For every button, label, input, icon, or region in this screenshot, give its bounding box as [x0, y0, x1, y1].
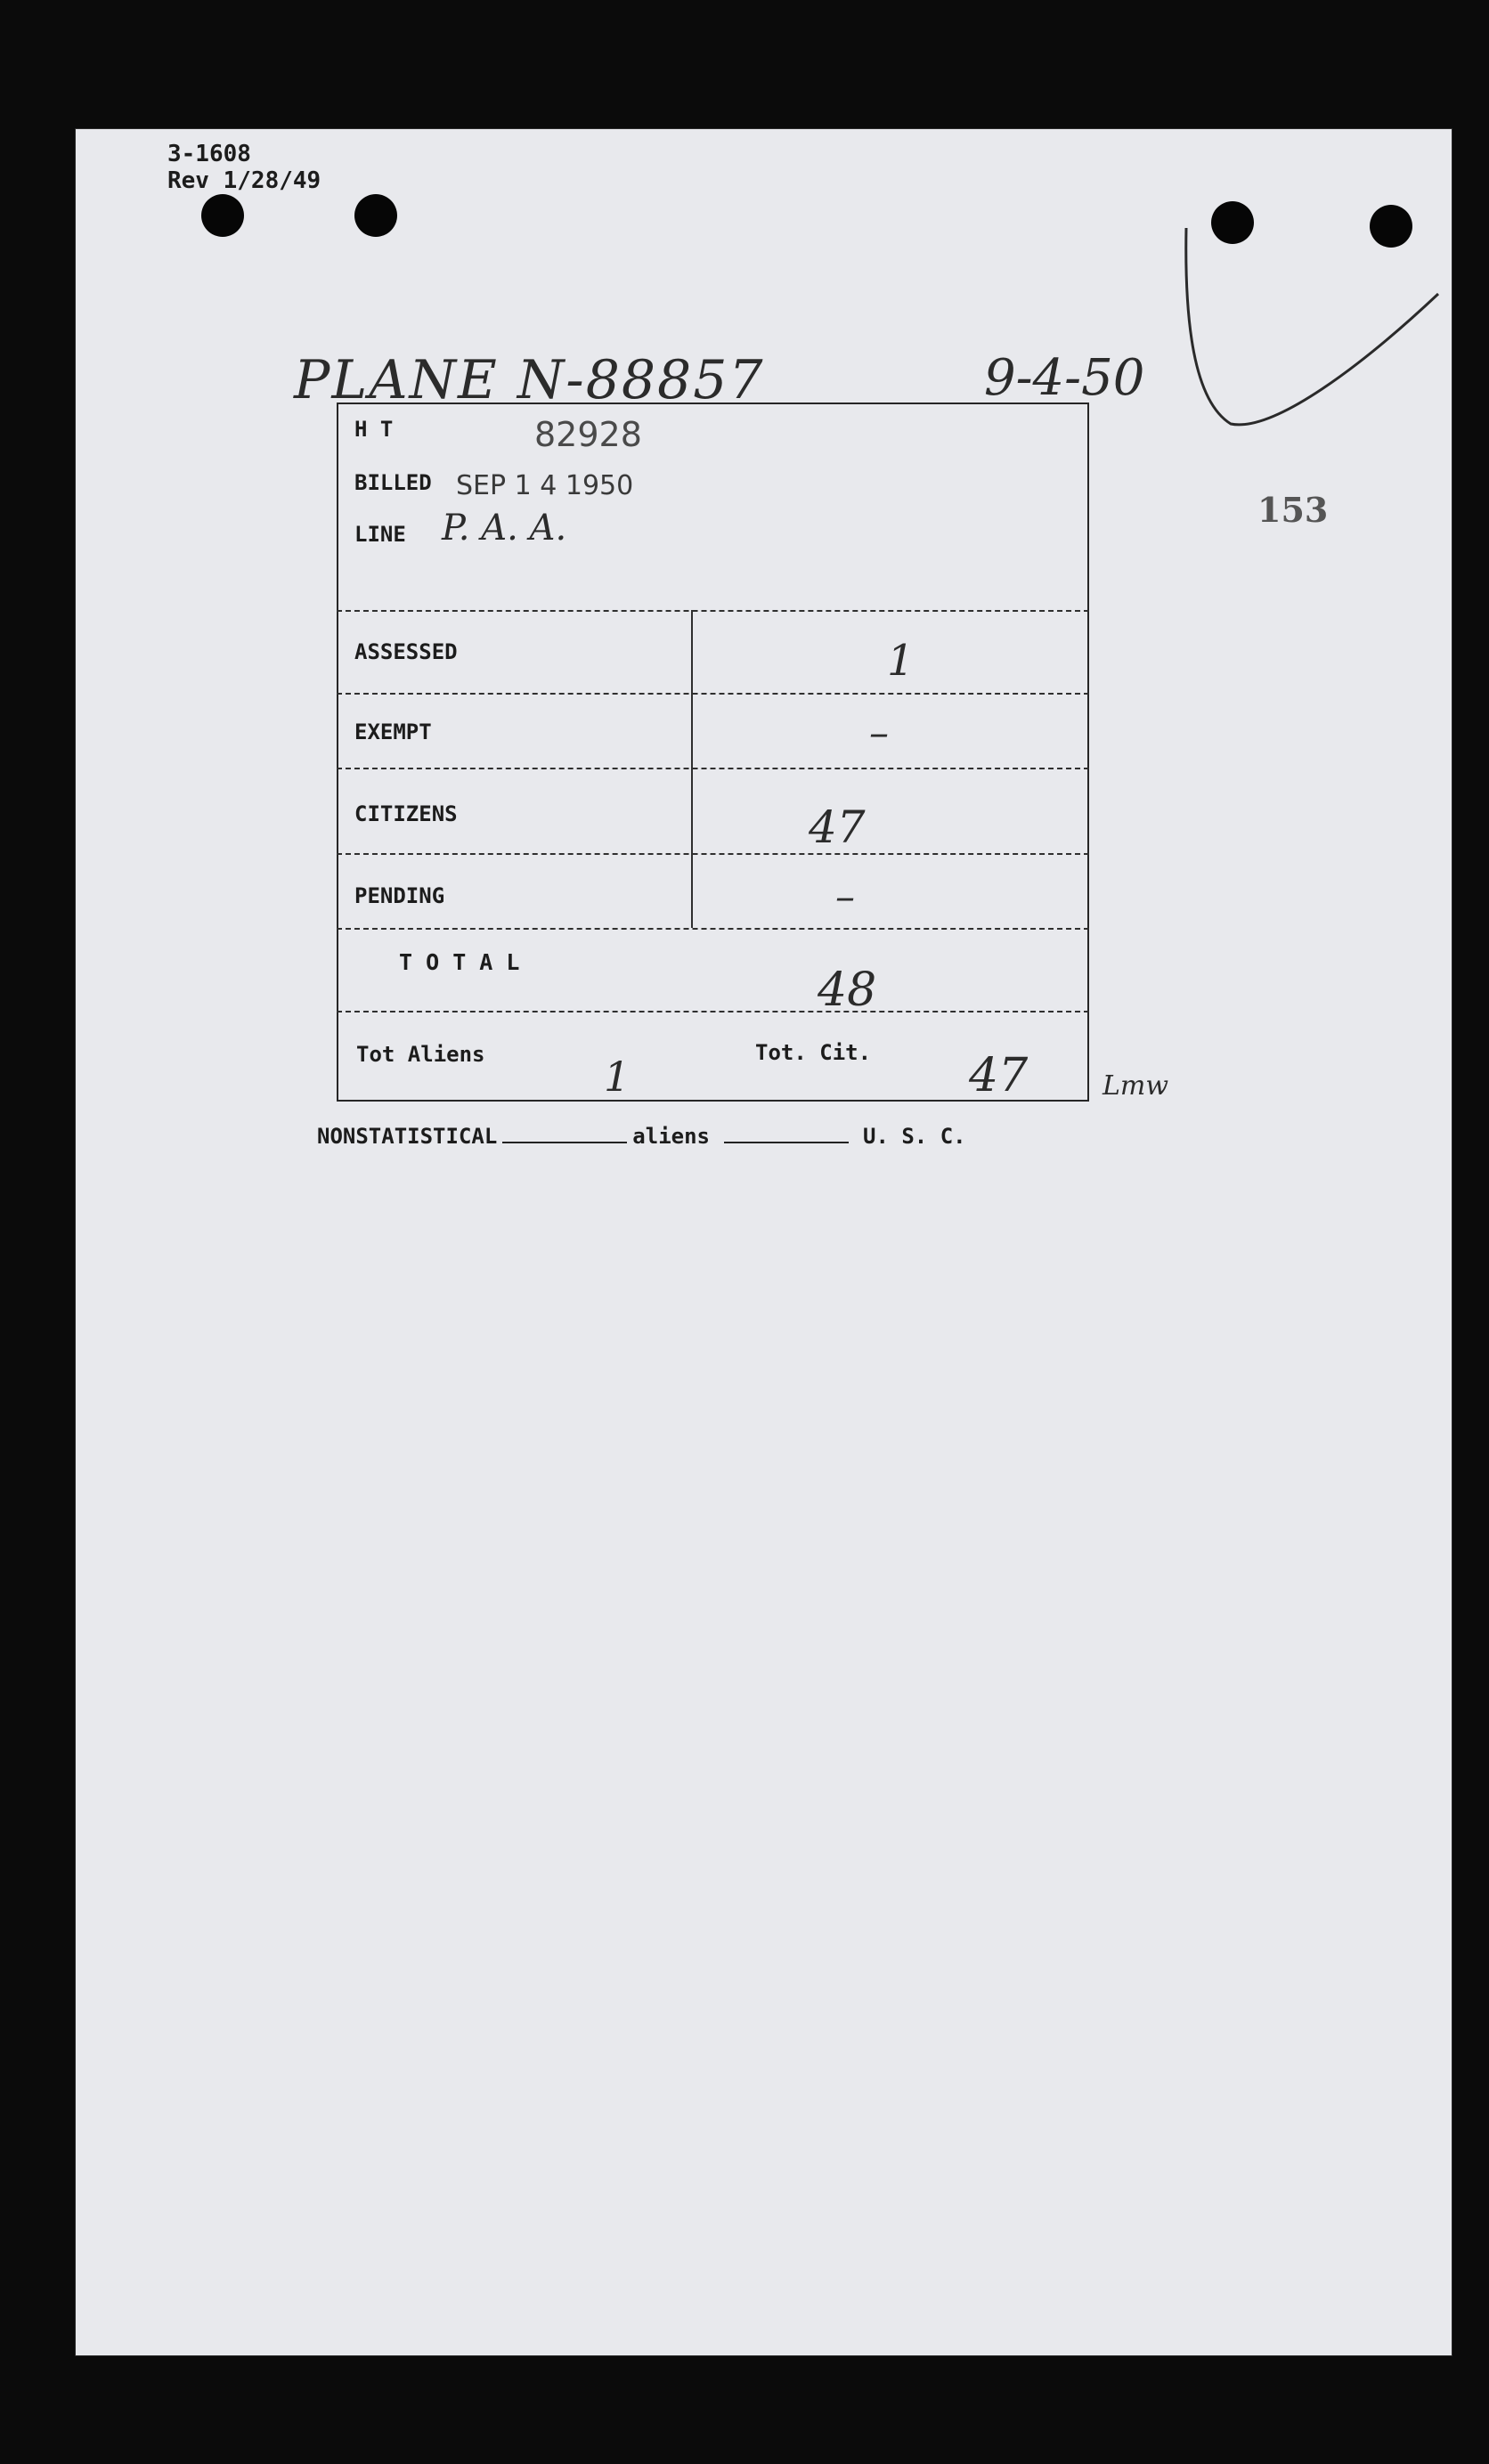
pending-label: PENDING	[354, 883, 445, 908]
date: 9-4-50	[984, 349, 1145, 407]
billed-date-stamp: SEP 1 4 1950	[456, 470, 634, 501]
page-number: 153	[1257, 490, 1329, 530]
row-divider	[337, 1011, 1089, 1012]
citizens-value: 47	[809, 801, 866, 853]
ht-label: H T	[354, 417, 394, 442]
blank-line	[502, 1142, 627, 1143]
assessed-label: ASSESSED	[354, 639, 458, 664]
ht-value: 82928	[534, 415, 642, 454]
citizens-label: CITIZENS	[354, 801, 458, 826]
column-divider	[691, 610, 693, 928]
initials: Lmw	[1103, 1070, 1169, 1102]
nonstatistical-label: NONSTATISTICAL	[317, 1124, 498, 1149]
aliens-label: aliens	[632, 1124, 710, 1149]
tot-aliens-label: Tot Aliens	[356, 1042, 485, 1067]
punch-hole	[354, 194, 397, 237]
tot-aliens-value: 1	[604, 1053, 631, 1101]
exempt-value: –	[869, 711, 889, 756]
line-label: LINE	[354, 522, 406, 547]
usc-label: U. S. C.	[863, 1124, 966, 1149]
blank-line	[724, 1142, 849, 1143]
tot-cit-value: 47	[969, 1049, 1029, 1102]
row-divider	[337, 610, 1089, 612]
exempt-label: EXEMPT	[354, 720, 432, 744]
assessed-value: 1	[887, 636, 915, 686]
billed-label: BILLED	[354, 470, 432, 495]
form-number: 3-1608	[167, 141, 251, 167]
manifest-summary-form	[337, 403, 1089, 1102]
nonstatistical-line	[317, 1124, 966, 1149]
pending-value: –	[835, 874, 855, 920]
row-divider	[337, 928, 1089, 930]
pen-mark	[1176, 223, 1443, 436]
row-divider	[337, 768, 1089, 769]
tot-cit-label: Tot. Cit.	[755, 1040, 872, 1065]
airline-value: P. A. A.	[442, 508, 567, 549]
row-divider	[337, 853, 1089, 855]
total-value: 48	[818, 964, 877, 1017]
row-divider	[337, 693, 1089, 695]
total-label: T O T A L	[399, 949, 520, 975]
punch-hole	[201, 194, 244, 237]
revision: Rev 1/28/49	[167, 167, 321, 194]
plane-number: PLANE N-88857	[294, 349, 765, 411]
